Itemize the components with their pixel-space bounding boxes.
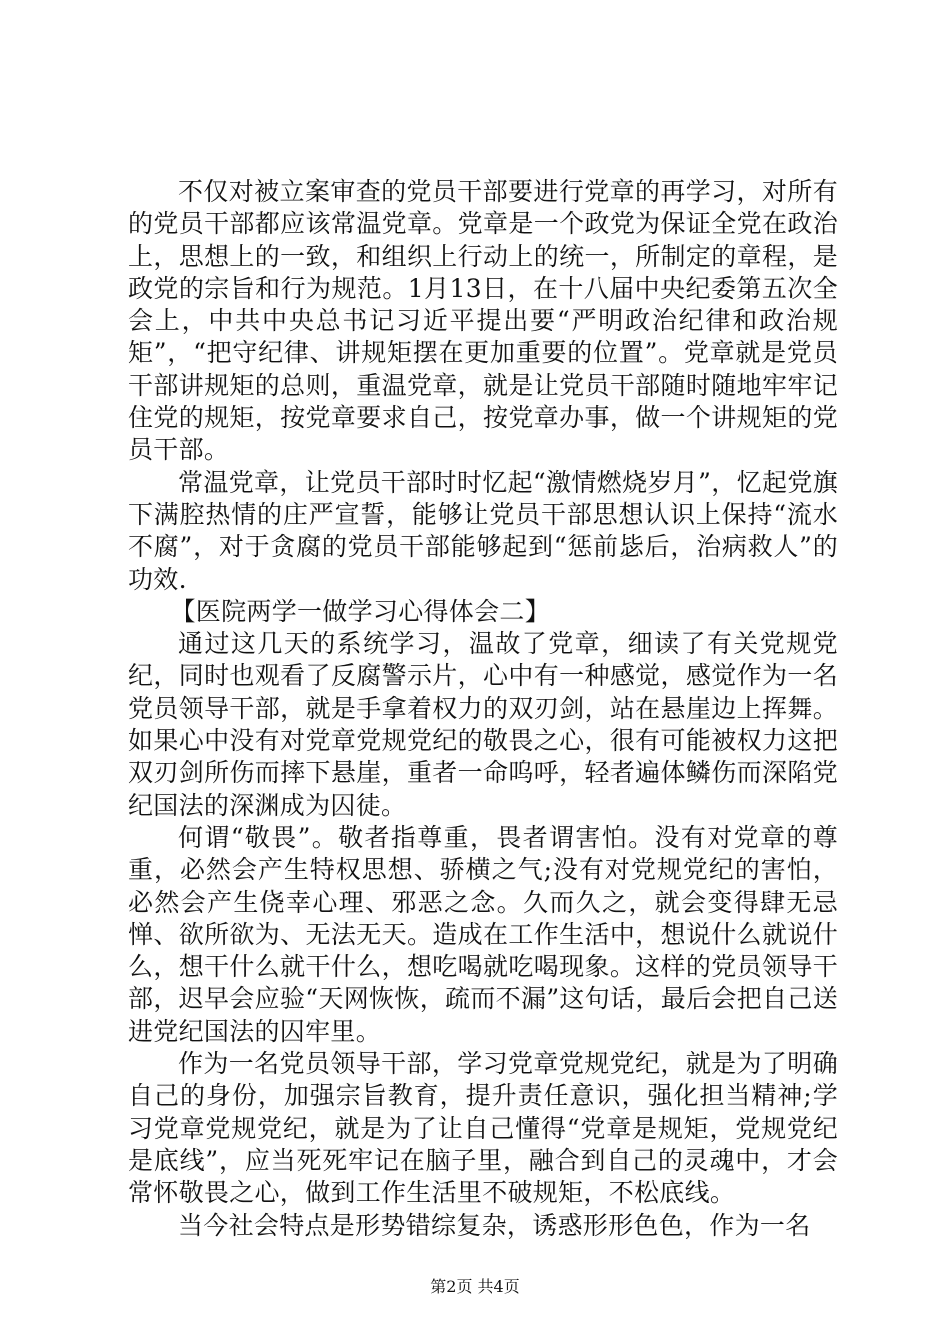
paragraph-3: 通过这几天的系统学习，温故了党章，细读了有关党规党纪，同时也观看了反腐警示片，心中有一种感觉，感觉作为一名党员领导干部，就是手拿着权力的双刃剑，站在悬崖边上挥舞。如果心中没有对党章党规党纪的敬畏之心，很有可能被权力这把双刃剑所伤而摔下悬崖，重者一命呜呼，轻者遍体鳞伤而深陷党纪国法的深渊成为囚徒。: [128, 629, 838, 820]
paragraph-4: 何谓“敬畏”。敬者指尊重，畏者谓害怕。没有对党章的尊重，必然会产生特权思想、骄横之气;没有对党规党纪的害怕，必然会产生侥幸心理、邪恶之念。久而久之，就会变得肆无忌惮、欲所欲为、无法无天。造成在工作生活中，想说什么就说什么，想干什么就干什么，想吃喝就吃喝现象。这样的党员领导干部，迟早会应验“天网恢恢，疏而不漏”这句话，最后会把自己送进党纪国法的囚牢里。: [128, 822, 838, 1046]
page-number-footer: 第2页 共4页: [430, 1277, 520, 1296]
document-body: [128, 176, 838, 1242]
paragraph-1: 不仅对被立案审查的党员干部要进行党章的再学习，对所有的党员干部都应该常温党章。党章是一个政党为保证全党在政治上，思想上的一致，和组织上行动上的统一，所制定的章程，是政党的宗旨和行为规范。1月13日，在十八届中央纪委第五次全会上，中共中央总书记习近平提出要“严明政治纪律和政治规矩”，“把守纪律、讲规矩摆在更加重要的位置”。党章就是党员干部讲规矩的总则，重温党章，就是让党员干部随时随地牢牢记住党的规矩，按党章要求自己，按党章办事，做一个讲规矩的党员干部。: [128, 177, 838, 465]
paragraph-2: 常温党章，让党员干部时时忆起“激情燃烧岁月”，忆起党旗下满腔热情的庄严宣誓，能够让党员干部思想认识上保持“流水不腐”，对于贪腐的党员干部能够起到“惩前毖后，治病救人”的功效.: [128, 467, 838, 594]
paragraph-6: 当今社会特点是形势错综复杂，诱惑形形色色，作为一名: [178, 1210, 811, 1240]
section-heading: 【医院两学一做学习心得体会二】: [170, 596, 551, 626]
paragraph-5: 作为一名党员领导干部，学习党章党规党纪，就是为了明确自己的身份，加强宗旨教育，提升责任意识，强化担当精神;学习党章党规党纪，就是为了让自己懂得“党章是规矩，党规党纪是底线”，应当死死牢记在脑子里，融合到自己的灵魂中，才会常怀敬畏之心，做到工作生活里不破规矩，不松底线。: [128, 1049, 838, 1208]
